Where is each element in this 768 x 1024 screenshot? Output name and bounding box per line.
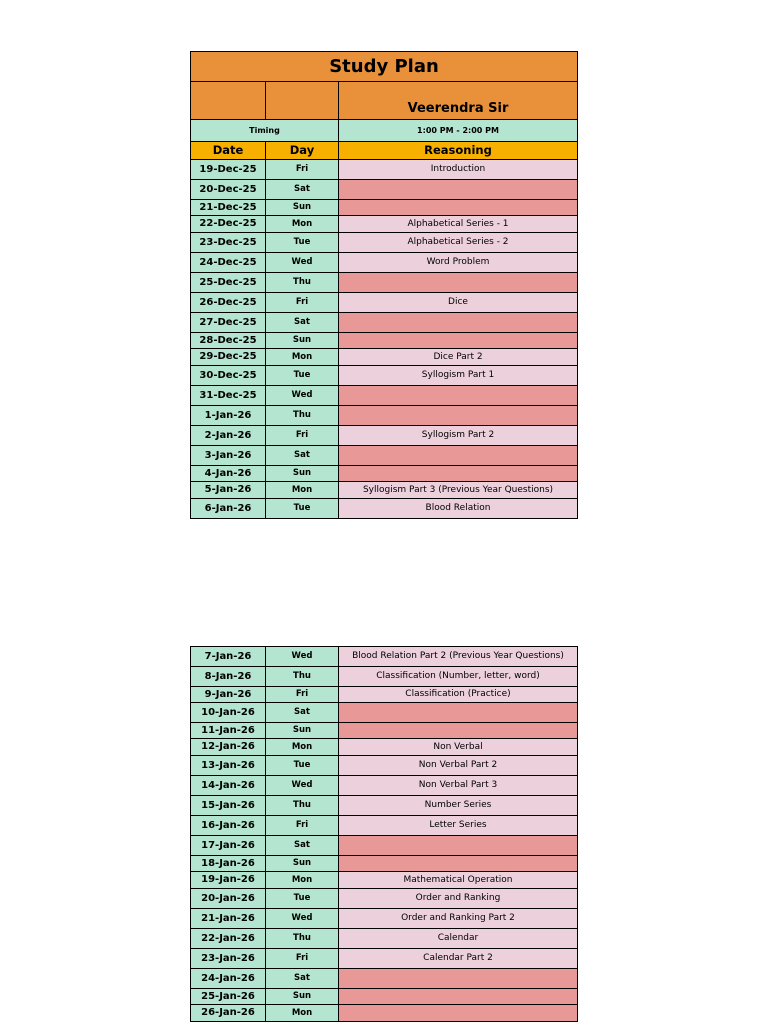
- date-cell: 12-Jan-26: [191, 739, 266, 756]
- table-row: [191, 723, 578, 739]
- day-cell: Sat: [266, 446, 339, 466]
- table-row: [191, 406, 578, 426]
- day-cell: Tue: [266, 756, 339, 776]
- holiday-cell: [339, 406, 578, 426]
- day-cell: Sat: [266, 703, 339, 723]
- date-cell: 15-Jan-26: [191, 796, 266, 816]
- table-row: [191, 969, 578, 989]
- table-row: [191, 349, 578, 366]
- day-cell: Mon: [266, 482, 339, 499]
- table-row: [191, 889, 578, 909]
- date-cell: 1-Jan-26: [191, 406, 266, 426]
- table-row: [191, 836, 578, 856]
- holiday-cell: [339, 313, 578, 333]
- day-cell: Wed: [266, 776, 339, 796]
- date-cell: 25-Jan-26: [191, 989, 266, 1005]
- date-cell: 28-Dec-25: [191, 333, 266, 349]
- day-cell: Wed: [266, 386, 339, 406]
- date-cell: 27-Dec-25: [191, 313, 266, 333]
- holiday-cell: [339, 200, 578, 216]
- day-cell: Mon: [266, 1005, 339, 1022]
- date-cell: 25-Dec-25: [191, 273, 266, 293]
- day-cell: Wed: [266, 909, 339, 929]
- date-cell: 20-Jan-26: [191, 889, 266, 909]
- holiday-cell: [339, 1005, 578, 1022]
- topic-cell: Syllogism Part 1: [339, 366, 578, 386]
- topic-cell: Mathematical Operation: [339, 872, 578, 889]
- holiday-cell: [339, 989, 578, 1005]
- table-row: [191, 776, 578, 796]
- day-cell: Tue: [266, 499, 339, 519]
- date-cell: 22-Dec-25: [191, 216, 266, 233]
- table-row: [191, 909, 578, 929]
- day-cell: Fri: [266, 816, 339, 836]
- date-cell: 30-Dec-25: [191, 366, 266, 386]
- topic-cell: Calendar Part 2: [339, 949, 578, 969]
- holiday-cell: [339, 466, 578, 482]
- table-row: [191, 796, 578, 816]
- day-cell: Mon: [266, 216, 339, 233]
- table-row: [191, 160, 578, 180]
- date-cell: 8-Jan-26: [191, 667, 266, 687]
- topic-cell: Blood Relation Part 2 (Previous Year Questions): [339, 647, 578, 667]
- table-row: [191, 687, 578, 703]
- table-row: [191, 667, 578, 687]
- topic-cell: Alphabetical Series - 2: [339, 233, 578, 253]
- day-cell: Thu: [266, 273, 339, 293]
- day-cell: Wed: [266, 647, 339, 667]
- holiday-cell: [339, 836, 578, 856]
- holiday-cell: [339, 446, 578, 466]
- day-cell: Sat: [266, 969, 339, 989]
- date-cell: 3-Jan-26: [191, 446, 266, 466]
- topic-cell: Classification (Number, letter, word): [339, 667, 578, 687]
- header-blank-cell: [191, 82, 266, 120]
- study-plan-table-2: [190, 646, 578, 1022]
- table-row: [191, 313, 578, 333]
- day-cell: Fri: [266, 949, 339, 969]
- day-cell: Sun: [266, 200, 339, 216]
- table-row: [191, 446, 578, 466]
- table-row: [191, 647, 578, 667]
- table-row: [191, 466, 578, 482]
- subject-column-header: Reasoning: [339, 142, 578, 160]
- table-row: [191, 293, 578, 313]
- day-cell: Tue: [266, 233, 339, 253]
- date-cell: 26-Dec-25: [191, 293, 266, 313]
- day-cell: Sat: [266, 313, 339, 333]
- timing-label: Timing: [191, 120, 339, 142]
- table-row: [191, 216, 578, 233]
- date-cell: 19-Dec-25: [191, 160, 266, 180]
- topic-cell: Dice: [339, 293, 578, 313]
- table-row: [191, 233, 578, 253]
- date-cell: 11-Jan-26: [191, 723, 266, 739]
- day-cell: Tue: [266, 889, 339, 909]
- day-cell: Thu: [266, 929, 339, 949]
- study-plan-table-1: [190, 51, 578, 519]
- page-title: Study Plan: [191, 52, 578, 82]
- table-row: [191, 200, 578, 216]
- table-row: [191, 499, 578, 519]
- holiday-cell: [339, 273, 578, 293]
- date-cell: 31-Dec-25: [191, 386, 266, 406]
- date-cell: 29-Dec-25: [191, 349, 266, 366]
- table-row: [191, 426, 578, 446]
- day-cell: Fri: [266, 160, 339, 180]
- date-cell: 7-Jan-26: [191, 647, 266, 667]
- day-cell: Sun: [266, 466, 339, 482]
- day-cell: Sun: [266, 333, 339, 349]
- table-row: [191, 366, 578, 386]
- topic-cell: Non Verbal: [339, 739, 578, 756]
- date-cell: 9-Jan-26: [191, 687, 266, 703]
- date-cell: 24-Dec-25: [191, 253, 266, 273]
- table-row: [191, 703, 578, 723]
- table-row: [191, 180, 578, 200]
- table-row: [191, 386, 578, 406]
- holiday-cell: [339, 333, 578, 349]
- table-row: [191, 333, 578, 349]
- day-cell: Thu: [266, 796, 339, 816]
- table-row: [191, 273, 578, 293]
- table-row: [191, 1005, 578, 1022]
- holiday-cell: [339, 180, 578, 200]
- timing-value: 1:00 PM - 2:00 PM: [339, 120, 578, 142]
- date-cell: 22-Jan-26: [191, 929, 266, 949]
- topic-cell: Letter Series: [339, 816, 578, 836]
- date-cell: 20-Dec-25: [191, 180, 266, 200]
- day-cell: Sun: [266, 989, 339, 1005]
- day-cell: Fri: [266, 687, 339, 703]
- date-cell: 21-Jan-26: [191, 909, 266, 929]
- holiday-cell: [339, 856, 578, 872]
- date-cell: 23-Jan-26: [191, 949, 266, 969]
- table-2-body: [191, 647, 578, 1022]
- date-cell: 26-Jan-26: [191, 1005, 266, 1022]
- holiday-cell: [339, 703, 578, 723]
- date-cell: 4-Jan-26: [191, 466, 266, 482]
- date-cell: 23-Dec-25: [191, 233, 266, 253]
- day-cell: Sat: [266, 180, 339, 200]
- table-row: [191, 949, 578, 969]
- holiday-cell: [339, 969, 578, 989]
- day-cell: Tue: [266, 366, 339, 386]
- date-cell: 10-Jan-26: [191, 703, 266, 723]
- topic-cell: Number Series: [339, 796, 578, 816]
- day-cell: Sun: [266, 856, 339, 872]
- day-cell: Mon: [266, 872, 339, 889]
- day-cell: Sat: [266, 836, 339, 856]
- topic-cell: Syllogism Part 3 (Previous Year Questions): [339, 482, 578, 499]
- header-blank-cell: [266, 82, 339, 120]
- date-cell: 19-Jan-26: [191, 872, 266, 889]
- holiday-cell: [339, 386, 578, 406]
- table-row: [191, 756, 578, 776]
- day-cell: Sun: [266, 723, 339, 739]
- topic-cell: Order and Ranking: [339, 889, 578, 909]
- date-cell: 18-Jan-26: [191, 856, 266, 872]
- topic-cell: Order and Ranking Part 2: [339, 909, 578, 929]
- table-row: [191, 989, 578, 1005]
- table-row: [191, 872, 578, 889]
- topic-cell: Non Verbal Part 2: [339, 756, 578, 776]
- table-row: [191, 856, 578, 872]
- table-row: [191, 739, 578, 756]
- date-cell: 16-Jan-26: [191, 816, 266, 836]
- holiday-cell: [339, 723, 578, 739]
- table-row: [191, 816, 578, 836]
- day-cell: Mon: [266, 739, 339, 756]
- day-cell: Mon: [266, 349, 339, 366]
- date-cell: 14-Jan-26: [191, 776, 266, 796]
- date-cell: 5-Jan-26: [191, 482, 266, 499]
- table-row: [191, 482, 578, 499]
- date-cell: 6-Jan-26: [191, 499, 266, 519]
- date-cell: 21-Dec-25: [191, 200, 266, 216]
- teacher-name: Veerendra Sir: [339, 82, 578, 120]
- day-cell: Thu: [266, 406, 339, 426]
- table-row: [191, 929, 578, 949]
- table-row: [191, 253, 578, 273]
- topic-cell: Dice Part 2: [339, 349, 578, 366]
- topic-cell: Introduction: [339, 160, 578, 180]
- table-1-body: [191, 160, 578, 519]
- topic-cell: Syllogism Part 2: [339, 426, 578, 446]
- date-column-header: Date: [191, 142, 266, 160]
- topic-cell: Alphabetical Series - 1: [339, 216, 578, 233]
- topic-cell: Calendar: [339, 929, 578, 949]
- date-cell: 13-Jan-26: [191, 756, 266, 776]
- day-cell: Fri: [266, 426, 339, 446]
- day-cell: Fri: [266, 293, 339, 313]
- date-cell: 17-Jan-26: [191, 836, 266, 856]
- topic-cell: Classification (Practice): [339, 687, 578, 703]
- date-cell: 2-Jan-26: [191, 426, 266, 446]
- topic-cell: Word Problem: [339, 253, 578, 273]
- day-column-header: Day: [266, 142, 339, 160]
- topic-cell: Blood Relation: [339, 499, 578, 519]
- day-cell: Wed: [266, 253, 339, 273]
- date-cell: 24-Jan-26: [191, 969, 266, 989]
- day-cell: Thu: [266, 667, 339, 687]
- topic-cell: Non Verbal Part 3: [339, 776, 578, 796]
